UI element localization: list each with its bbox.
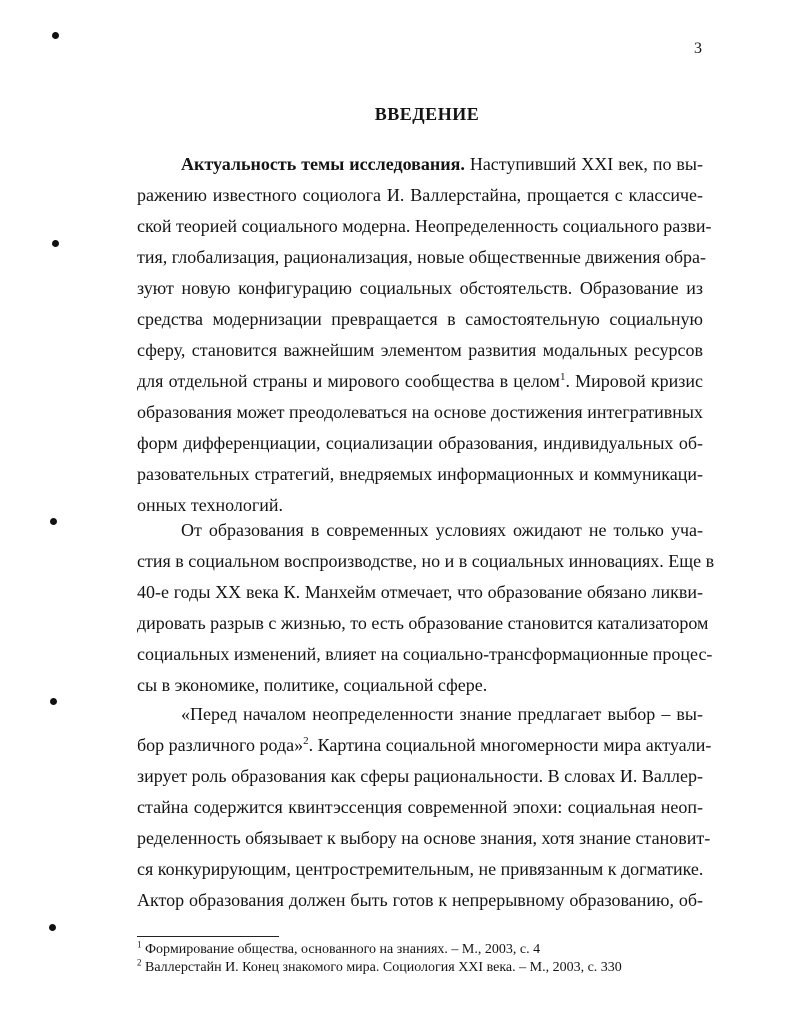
paragraph-line: образования может преодолеваться на основе достижения интегративных bbox=[137, 402, 703, 422]
paragraph-line: ской теорией социального модерна. Неопределенность социального разви- bbox=[137, 216, 712, 236]
paragraph-line: разовательных стратегий, внедряемых информационных и коммуникаци- bbox=[137, 464, 703, 484]
paragraph-line: сферу, становится важнейшим элементом развития модальных ресурсов bbox=[137, 340, 703, 360]
page-number: 3 bbox=[694, 40, 702, 57]
paragraph-line: ределенность обязывает к выбору на основе знания, хотя знание становит- bbox=[137, 828, 711, 848]
footnote: $^1$ Формирование общества, основанного на знаниях. – М., 2003, с. 4 bbox=[137, 939, 541, 957]
footnote-divider bbox=[137, 936, 279, 937]
paragraph-line: для отдельной страны и мирового сообщества в целом$^1$. Мировой кризис bbox=[137, 371, 703, 391]
paragraph-line: дировать разрыв с жизнью, то есть образование становится катализатором bbox=[137, 613, 709, 633]
footnote-ref: 1 bbox=[559, 371, 566, 383]
margin-mark bbox=[52, 32, 59, 39]
footnote: $^2$ Валлерстайн И. Конец знакомого мира. Социология XXI века. – М., 2003, с. 330 bbox=[137, 957, 622, 975]
paragraph-line: Актуальность темы исследования. Наступивший XXI век, по вы- bbox=[181, 154, 703, 174]
footnote-ref: 2 bbox=[303, 735, 309, 747]
paragraph-line: стайна содержится квинтэссенция современной эпохи: социальная неоп- bbox=[137, 797, 703, 817]
paragraph-line: бор различного рода»$^2$. Картина социальной многомерности мира актуали- bbox=[137, 735, 712, 755]
paragraph-line: стия в социальном воспроизводстве, но и в социальных инновациях. Еще в bbox=[137, 551, 715, 571]
paragraph-line: 40-е годы XX века К. Манхейм отмечает, что образование обязано ликви- bbox=[137, 582, 703, 602]
paragraph-line: зуют новую конфигурацию социальных обстоятельств. Образование из bbox=[137, 278, 703, 298]
paragraph-line: Актор образования должен быть готов к непрерывному образованию, об- bbox=[137, 890, 703, 910]
margin-mark bbox=[52, 240, 59, 247]
page-title: ВВЕДЕНИЕ bbox=[374, 104, 480, 124]
paragraph-line: зирует роль образования как сферы рациональности. В словах И. Валлер- bbox=[137, 766, 703, 786]
margin-mark bbox=[50, 698, 57, 705]
paragraph-line: средства модернизации превращается в самостоятельную социальную bbox=[137, 309, 703, 329]
paragraph-line: «Перед началом неопределенности знание предлагает выбор – вы- bbox=[181, 704, 703, 724]
margin-mark bbox=[49, 924, 56, 931]
paragraph-line: тия, глобализация, рационализация, новые общественные движения обра- bbox=[137, 247, 707, 267]
margin-mark bbox=[50, 518, 57, 525]
paragraph-line: социальных изменений, влияет на социально-трансформационные процес- bbox=[137, 644, 713, 664]
paragraph-line: сы в экономике, политике, социальной сфере. bbox=[137, 675, 488, 695]
paragraph-line: От образования в современных условиях ожидают не только уча- bbox=[181, 520, 703, 540]
paragraph-line: форм дифференциации, социализации образования, индивидуальных об- bbox=[137, 433, 703, 453]
paragraph-line: ся конкурирующим, центростремительным, не привязанным к догматике. bbox=[137, 859, 704, 879]
section-lead: Актуальность темы исследования. bbox=[181, 154, 465, 174]
paragraph-line: ражению известного социолога И. Валлерстайна, прощается с классиче- bbox=[137, 185, 703, 205]
paragraph-line: онных технологий. bbox=[137, 495, 284, 515]
